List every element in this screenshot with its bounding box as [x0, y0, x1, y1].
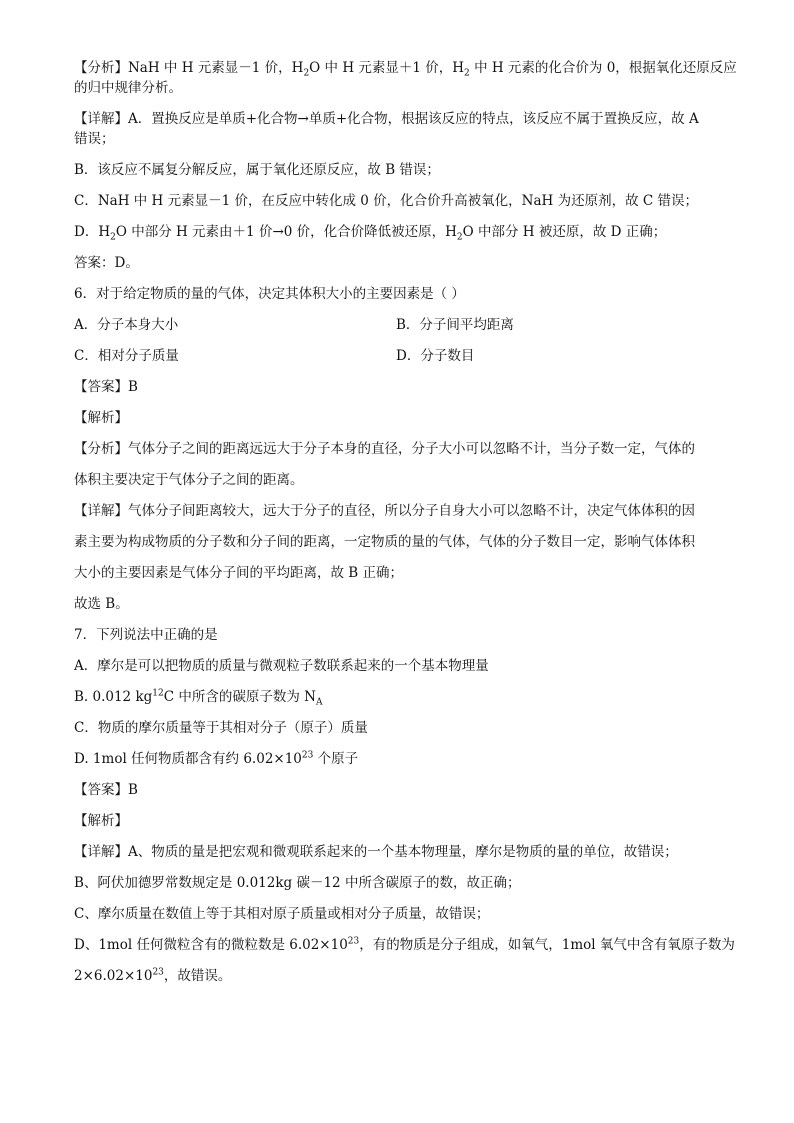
q5-analysis-line-2: 的归中规律分析。 — [74, 80, 182, 96]
q6-option-b: B．分子间平均距离 — [396, 317, 514, 333]
q6-detail-line-1: 【详解】气体分子间距离较大，远大于分子的直径，所以分子自身大小可以忽略不计，决定气体体积的因 — [74, 503, 695, 519]
q5-detail-line-2: 错误； — [74, 131, 115, 147]
q7-detail-c: C、摩尔质量在数值上等于其相对原子质量或相对分子质量，故错误； — [74, 906, 490, 922]
q6-conclusion: 故选 B。 — [74, 596, 129, 612]
q6-analysis-line-2: 体积主要决定于气体分子之间的距离。 — [74, 472, 304, 488]
q7-detail-a: 【详解】A、物质的量是把宏观和微观联系起来的一个基本物理量，摩尔是物质的量的单位，故错误； — [74, 844, 678, 860]
q5-detail-line-1: 【详解】A．置换反应是单质+化合物→单质+化合物，根据该反应的特点，该反应不属于置换反应，故 A — [74, 111, 699, 127]
q7-option-c: C．物质的摩尔质量等于其相对分子（原子）质量 — [74, 720, 368, 736]
document-page — [74, 58, 737, 986]
q7-option-d: D. 1mol 任何物质都含有约 $6.02\times 10^{23}$ 个原子 — [74, 750, 359, 767]
q5-detail-c: C．NaH 中 H 元素显－1 价，在反应中转化成 0 价，化合价升高被氧化，NaH 为还原剂，故 C 错误； — [74, 193, 698, 209]
q5-analysis-line-1: 【分析】NaH 中 H 元素显－1 价，$H_2O$ 中 H 元素显＋1 价，$H_2$ 中 H 元素的化合价为 0，根据氧化还原反应 — [74, 60, 737, 79]
q6-detail-line-3: 大小的主要因素是气体分子间的平均距离，故 B 正确； — [74, 565, 404, 581]
q6-option-a: A．分子本身大小 — [74, 317, 179, 333]
q7-option-b: B. 0.012 $kg^{12}C$ 中所含的碳原子数为 $N_A$ — [74, 688, 323, 708]
q7-option-a: A．摩尔是可以把物质的质量与微观粒子数联系起来的一个基本物理量 — [74, 658, 489, 674]
q7-jiexi: 【解析】 — [74, 813, 128, 829]
q7-detail-d-line-1: D、1mol 任何微粒含有的微粒数是 $6.02\times 10^{23}$，有的物质是分子组成，如氧气，1mol 氧气中含有氧原子数为 — [74, 936, 735, 953]
q6-detail-line-2: 素主要为构成物质的分子数和分子间的距离，一定物质的量的气体，气体的分子数目一定，影响气体体积 — [74, 534, 695, 550]
q6-analysis-line-1: 【分析】气体分子之间的距离远远大于分子本身的直径，分子大小可以忽略不计，当分子数一定，气体的 — [74, 441, 695, 457]
q7-answer: 【答案】B — [74, 782, 138, 798]
q6-jiexi: 【解析】 — [74, 410, 128, 426]
q7-detail-d-line-2: $2\times 6.02\times 10^{23}$，故错误。 — [74, 967, 232, 984]
q6-option-c: C．相对分子质量 — [74, 348, 179, 364]
q6-answer: 【答案】B — [74, 379, 138, 395]
q7-detail-b: B、阿伏加德罗常数规定是 0.012kg 碳－12 中所含碳原子的数，故正确； — [74, 875, 521, 891]
q5-detail-b: B．该反应不属复分解反应，属于氧化还原反应，故 B 错误； — [74, 162, 440, 178]
q6-options-row-2 — [74, 346, 724, 366]
q7-stem: 7．下列说法中正确的是 — [74, 627, 218, 643]
q6-stem: 6．对于给定物质的量的气体，决定其体积大小的主要因素是（ ） — [74, 286, 465, 302]
q6-option-d: D．分子数目 — [396, 348, 475, 364]
q5-detail-d: D．$H_2O$ 中部分 H 元素由＋1 价→0 价，化合价降低被还原，$H_2O$ 中部分 H 被还原，故 D 正确； — [74, 224, 667, 243]
q6-options-row-1 — [74, 315, 724, 335]
q5-answer: 答案：D。 — [74, 255, 139, 271]
